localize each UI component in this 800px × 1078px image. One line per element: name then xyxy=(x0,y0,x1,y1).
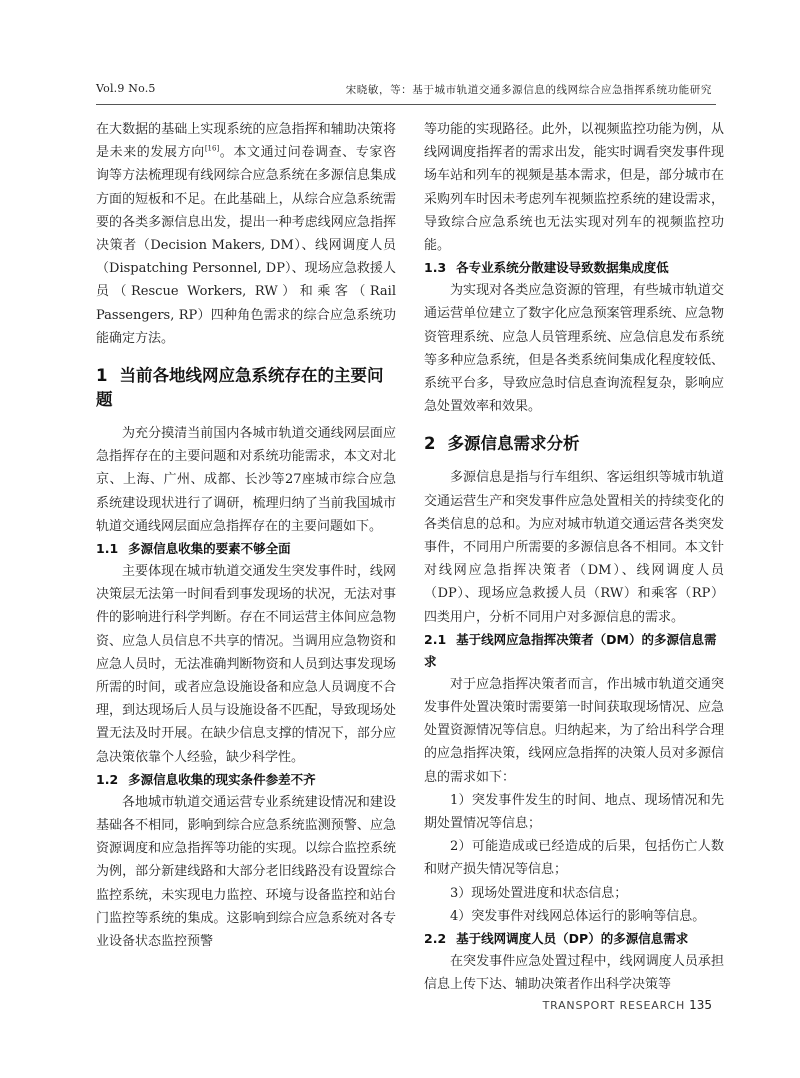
citation-ref: [16] xyxy=(204,144,220,153)
volume-label: Vol.9 No.5 xyxy=(96,82,156,95)
list-item: 1）突发事件发生的时间、地点、现场情况和先期处置情况等信息； xyxy=(424,792,724,832)
section-2-heading: 2 多源信息需求分析 xyxy=(424,434,580,454)
section-1-paragraph: 为充分摸清当前国内各城市轨道交通线网层面应急指挥存在的主要问题和对系统功能需求，本文对北京、上海、广州、成都、长沙等27座城市综合应急系统建设现状进行了调研，梳理归纳了当前我国城市轨道交通线网层面应急指挥存在的主要问题如下。 xyxy=(96,426,396,534)
page-number: 135 xyxy=(689,998,712,1012)
journal-name: TRANSPORT RESEARCH xyxy=(542,999,686,1012)
page-footer xyxy=(543,998,712,1012)
section-1-1-paragraph: 主要体现在城市轨道交通发生突发事件时，线网决策层无法第一时间看到事发现场的状况，无法对事件的影响进行科学判断。存在不同运营主体间应急物资、应急人员信息不共享的情况。当调用应急物资和应急人员时，无法准确判断物资和人员到达事发现场所需的时间，或者应急设施设备和应急人员调度不合理，到达现场后人员与设施设备不匹配，导致现场处置无法及时开展。在缺少信息支撑的情况下，部分应急决策依靠个人经验，缺少科学性。 xyxy=(96,564,396,765)
section-1-2-heading: 1.2 多源信息收集的现实条件参差不齐 xyxy=(96,771,316,787)
section-1-1-heading: 1.1 多源信息收集的要素不够全面 xyxy=(96,541,291,557)
left-column xyxy=(96,118,396,953)
section-2-1-heading: 2.1 基于线网应急指挥决策者（DM）的多源信息需求 xyxy=(424,631,717,669)
header-rule xyxy=(96,104,716,105)
right-column xyxy=(424,118,724,997)
section-1-2-paragraph: 各地城市轨道交通运营专业系统建设情况和建设基础各不相同，影响到综合应急系统监测预警、应急资源调度和应急指挥等功能的实现。以综合监控系统为例，部分新建线路和大部分老旧线路没有设置综合监控系统，未实现电力监控、环境与设备监控和站台门监控等系统的集成。这影响到综合应急系统对各专业设备状态监控预警 xyxy=(96,794,396,950)
section-1-3-paragraph: 为实现对各类应急资源的管理，有些城市轨道交通运营单位建立了数字化应急预案管理系统、应急物资管理系统、应急人员管理系统、应急信息发布系统等多种应急系统，但是各类系统间集成化程度较低、系统平台多，导致应急时信息查询流程复杂，影响应急处置效率和效果。 xyxy=(424,283,724,415)
list-item: 2）可能造成或已经造成的后果，包括伤亡人数和财产损失情况等信息； xyxy=(424,839,724,878)
section-2-1-paragraph: 对于应急指挥决策者而言，作出城市轨道交通突发事件处置决策时需要第一时间获取现场情况、应急处置资源情况等信息。归纳起来，为了给出科学合理的应急指挥决策，线网应急指挥的决策人员对多源信息的需求如下： xyxy=(424,676,724,785)
section-2-2-heading: 2.2 基于线网调度人员（DP）的多源信息需求 xyxy=(424,931,689,947)
section-1-heading: 1 当前各地线网应急系统存在的主要问题 xyxy=(96,366,384,410)
section-2-paragraph: 多源信息是指与行车组织、客运组织等城市轨道交通运营生产和突发事件应急处置相关的持续变化的各类信息的总和。为应对城市轨道交通运营各类突发事件，不同用户所需要的多源信息各不相同。本文针对线网应急指挥决策者（DM）、线网调度人员（DP）、现场应急救援人员（RW）和乘客（RP）四类用户，分析不同用户对多源信息的需求。 xyxy=(424,470,724,625)
intro-paragraph: 在大数据的基础上实现系统的应急指挥和辅助决策将是未来的发展方向[16]。本文通过问卷调查、专家咨询等方法梳理现有线网综合应急系统在多源信息集成方面的短板和不足。在此基础上，从综合应急系统需要的各类多源信息出发，提出一种考虑线网应急指挥决策者（Decision Makers, DM）、线网调度人员（Dispatching Personnel, DP）、现场应急救援人员（Rescue Workers, RW）和乘客（Rail Passengers, RP）四种角色需求的综合应急系统功能确定方法。 xyxy=(96,122,396,346)
list-item: 4）突发事件对线网总体运行的影响等信息。 xyxy=(450,908,706,924)
continued-paragraph: 等功能的实现路径。此外，以视频监控功能为例，从线网调度指挥者的需求出发，能实时调看突发事件现场车站和列车的视频是基本需求，但是，部分城市在采购列车时因未考虑列车视频监控系统的建设需求，导致综合应急系统也无法实现对列车的视频监控功能。 xyxy=(424,122,724,254)
section-2-2-paragraph: 在突发事件应急处置过程中，线网调度人员承担信息上传下达、辅助决策者作出科学决策等 xyxy=(424,954,724,993)
list-item: 3）现场处置进度和状态信息； xyxy=(450,885,628,901)
page-header xyxy=(96,82,712,100)
section-1-3-heading: 1.3 各专业系统分散建设导致数据集成度低 xyxy=(424,260,669,276)
running-title: 宋晓敏，等：基于城市轨道交通多源信息的线网综合应急指挥系统功能研究 xyxy=(345,84,712,96)
